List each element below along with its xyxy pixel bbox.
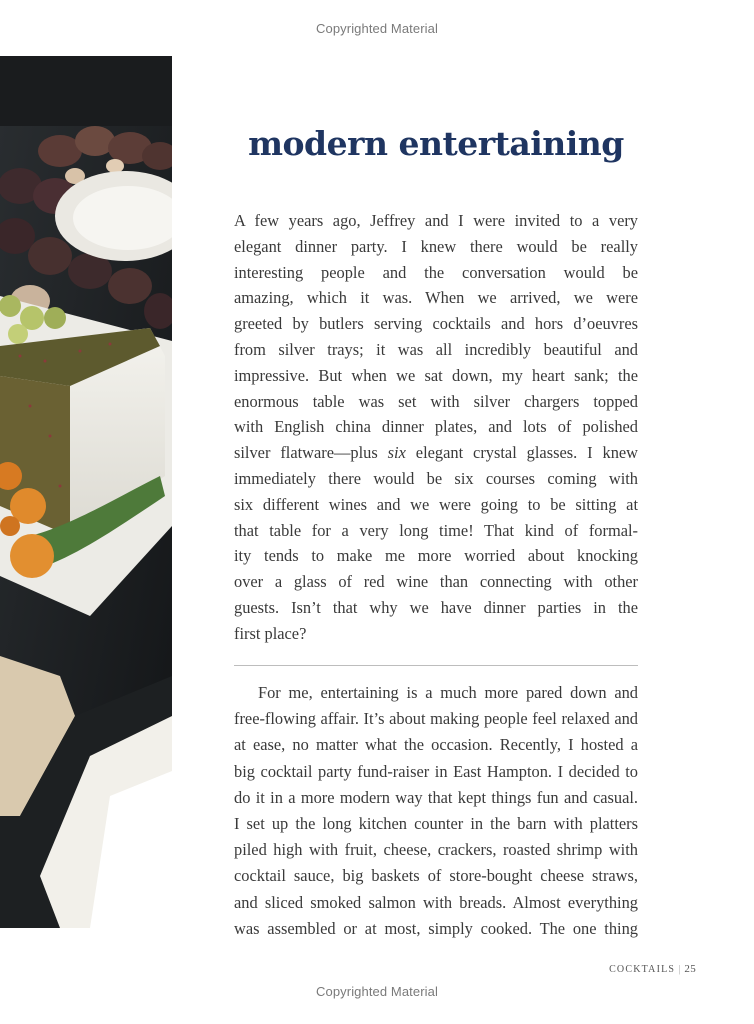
text-line: immediately there would be six courses coming with [234,468,638,488]
page-footer [609,963,696,975]
folio-separator: | [678,964,682,975]
text-line: free-flowing affair. It’s about making people feel relaxed and [234,709,638,729]
text-line: amazing, which it was. When we arrived, we were [234,288,638,308]
page-number: 25 [684,963,696,975]
watermark-top: Copyrighted Material [316,21,438,36]
text-line: at ease, no matter what the occasion. Recently, I hosted a [234,735,638,755]
text-line: from silver trays; it was all incredibly beautiful and [234,339,638,359]
text-line: For me, entertaining is a much more pared down and [258,683,638,702]
text-line: that table for a very long time! That kind of formal- [234,520,638,540]
text-line: greeted by butlers serving cocktails and hors d’oeuvres [234,314,638,334]
text-line: elegant dinner party. I knew there would be really [234,236,638,256]
text-line: over a glass of red wine than connecting with other [234,572,638,592]
text-line: and sliced smoked salmon with breads. Almost everything [234,892,638,912]
text-line: enormous table was set with silver chargers topped [234,391,638,411]
text-line: with English china dinner plates, and lots of polished [234,417,638,437]
text-line: big cocktail party fund-raiser in East Hampton. I decided to [234,761,638,781]
section-divider [234,665,638,666]
text-line: six different wines and we were going to be sitting at [234,494,638,514]
text-line: I set up the long kitchen counter in the barn with platters [234,814,638,834]
text-line: impressive. But when we sat down, my heart sank; the [234,365,638,385]
page-title: modern entertaining [248,124,624,163]
text-line: A few years ago, Jeffrey and I were invited to a very [234,211,638,230]
running-section-title: COCKTAILS [609,964,676,975]
paragraph-2 [234,680,638,942]
text-line: was assembled or at most, simply cooked. The one thing [234,918,638,938]
text-line: guests. Isn’t that why we have dinner parties in the [234,597,638,617]
paragraph-1 [234,208,638,647]
food-photo [0,56,172,928]
text-fragment: elegant crystal glasses. I knew [405,443,639,463]
text-line: ity tends to make me more worried about knocking [234,546,638,566]
text-line: first place? [234,623,307,643]
text-line: interesting people and the conversation would be [234,262,638,282]
italic-emphasis: six [387,443,406,463]
text-line: do it in a more modern way that kept things fun and casual. [234,787,638,807]
food-photo-illustration [0,56,172,928]
text-line: cocktail sauce, big baskets of store-bought cheese straws, [234,866,638,886]
watermark-bottom: Copyrighted Material [316,984,438,999]
text-line: piled high with fruit, cheese, crackers, roasted shrimp with [234,840,638,860]
text-fragment: silver flatware—plus [234,443,388,463]
text-line [234,440,638,466]
